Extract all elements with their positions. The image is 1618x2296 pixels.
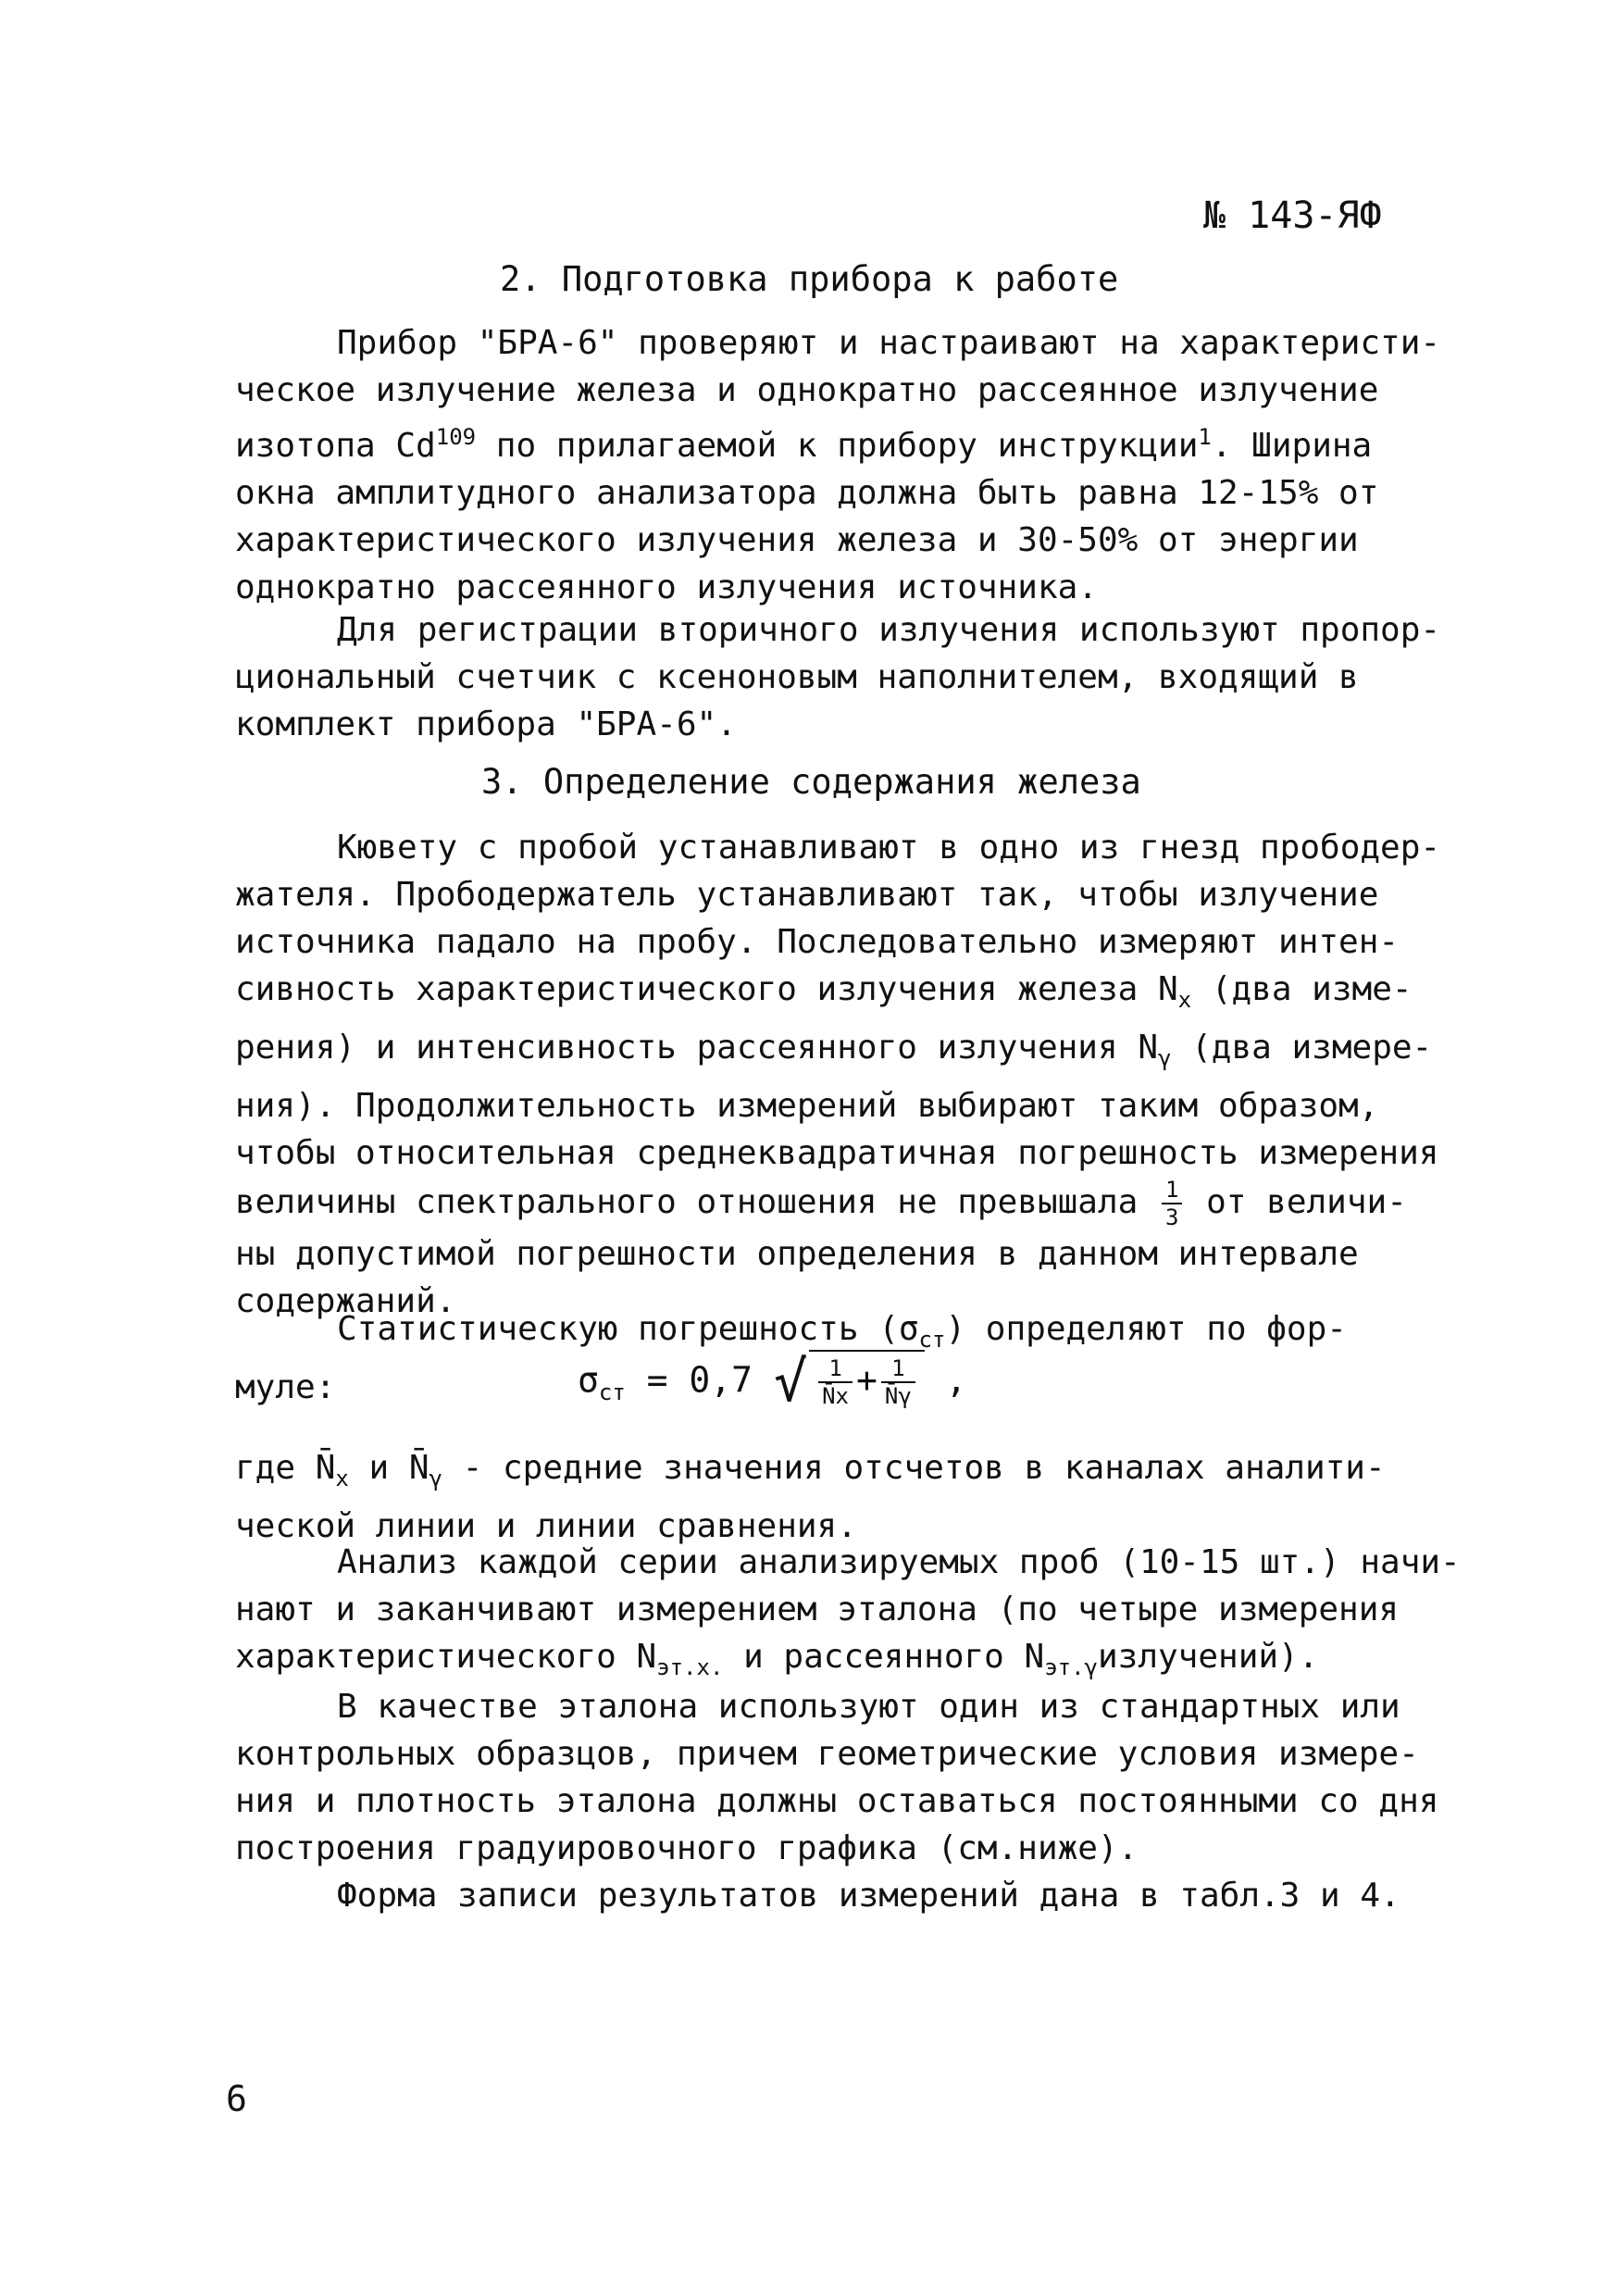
text-line: Прибор "БРА-6" проверяют и настраивают на характеристи-: [337, 324, 1441, 362]
statistical-error-formula: $\sigma_{ст} = 0,7$ √ $\frac{1}{N̄x}$ + $\frac{1}{N̄\gamma}$ ,: [578, 1350, 967, 1415]
section-2-heading: 2. Подготовка прибора к работе: [500, 259, 1119, 299]
text-line: Статистическую погрешность $(\sigma_{ст})$ определяют по фор-: [337, 1310, 1347, 1354]
section-3-paragraph-5: [235, 1683, 1439, 1872]
text-line: контрольных образцов, причем геометрические условия измере-: [235, 1735, 1419, 1773]
text-line: циональный счетчик с ксеноновым наполнителем, входящий в: [235, 658, 1359, 696]
text-line: сивность характеристического излучения железа $N_x$ (два изме-: [235, 970, 1413, 1014]
text-line: однократно рассеянного излучения источника.: [235, 568, 1098, 606]
text-line: источника падало на пробу. Последовательно измеряют интен-: [235, 923, 1400, 961]
text-line: окна амплитудного анализатора должна быть равна 12-15% от: [235, 474, 1379, 512]
text-line: где $N̄_x$ и $N̄_\gamma$ - средние значения отсчетов в каналах аналити-: [235, 1449, 1386, 1492]
section-3-paragraph-4: [235, 1539, 1461, 1691]
text-line: Форма записи результатов измерений дана в табл.3 и 4.: [337, 1877, 1400, 1915]
section-3-heading: 3. Определение содержания железа: [481, 762, 1141, 802]
text-line: характеристического $N_{эт.х.}$ и рассеянного $N_{эт.\gamma}излучений$).: [235, 1638, 1319, 1681]
text-line: характеристического излучения железа и 30-50% от энергии: [235, 521, 1359, 559]
text-line: Кювету с пробой устанавливают в одно из гнезд прободер-: [337, 829, 1441, 867]
section-3-paragraph-3: [235, 1444, 1401, 1550]
text-line: нают и заканчивают измерением эталона (по четыре измерения: [235, 1591, 1400, 1628]
text-line: комплект прибора "БРА-6".: [235, 705, 737, 743]
section-3-paragraph-1: [235, 824, 1441, 1325]
text-line: муле:: [235, 1368, 336, 1407]
text-line: рения) и интенсивность рассеянного излучения $N_\gamma$ (два измере-: [235, 1029, 1433, 1072]
text-line: ческое излучение железа и однократно рассеянное излучение: [235, 371, 1379, 409]
document-number: № 143-ЯФ: [1203, 194, 1382, 237]
text-line: Для регистрации вторичного излучения используют пропор-: [337, 611, 1441, 649]
text-line: чтобы относительная среднеквадратичная погрешность измерения: [235, 1134, 1439, 1173]
section-3-paragraph-2: [235, 1305, 1401, 1444]
page-number: 6: [226, 2078, 247, 2119]
isotope-superscript: 109: [435, 424, 477, 450]
text-line: ния и плотность эталона должны оставаться постоянными со дня: [235, 1782, 1439, 1820]
one-third-fraction: $\frac{1}{3}$: [1162, 1177, 1182, 1230]
text-line: ны допустимой погрешности определения в данном интервале: [235, 1235, 1359, 1274]
square-root-sign: √: [773, 1350, 808, 1415]
footnote-mark: 1: [1198, 424, 1212, 450]
text-line: ческой линии и линии сравнения.: [235, 1507, 857, 1546]
text-line: величины спектрального отношения не превышала $\frac{1}{3}$ от величи-: [235, 1177, 1407, 1231]
section-2-paragraph-1: [235, 319, 1441, 611]
text-line: жателя. Прободержатель устанавливают так, чтобы излучение: [235, 876, 1379, 914]
section-3-paragraph-6: [235, 1872, 1401, 1919]
text-line: Анализ каждой серии анализируемых проб (10-15 шт.) начи-: [337, 1543, 1461, 1581]
text-line: изотопа Cd$^{109}$ по прилагаемой к прибору инструкции$^1$. Ширина: [235, 424, 1373, 465]
text-line: построения градуировочного графика (см.ниже).: [235, 1829, 1139, 1867]
text-line: В качестве эталона используют один из стандартных или: [337, 1688, 1400, 1726]
text-line: ния). Продолжительность измерений выбирают таким образом,: [235, 1087, 1379, 1126]
section-2-paragraph-2: [235, 606, 1441, 748]
text-line: содержаний.: [235, 1282, 456, 1321]
square-root-content: $\frac{1}{N̄x}$ + $\frac{1}{N̄\gamma}$: [809, 1350, 925, 1409]
